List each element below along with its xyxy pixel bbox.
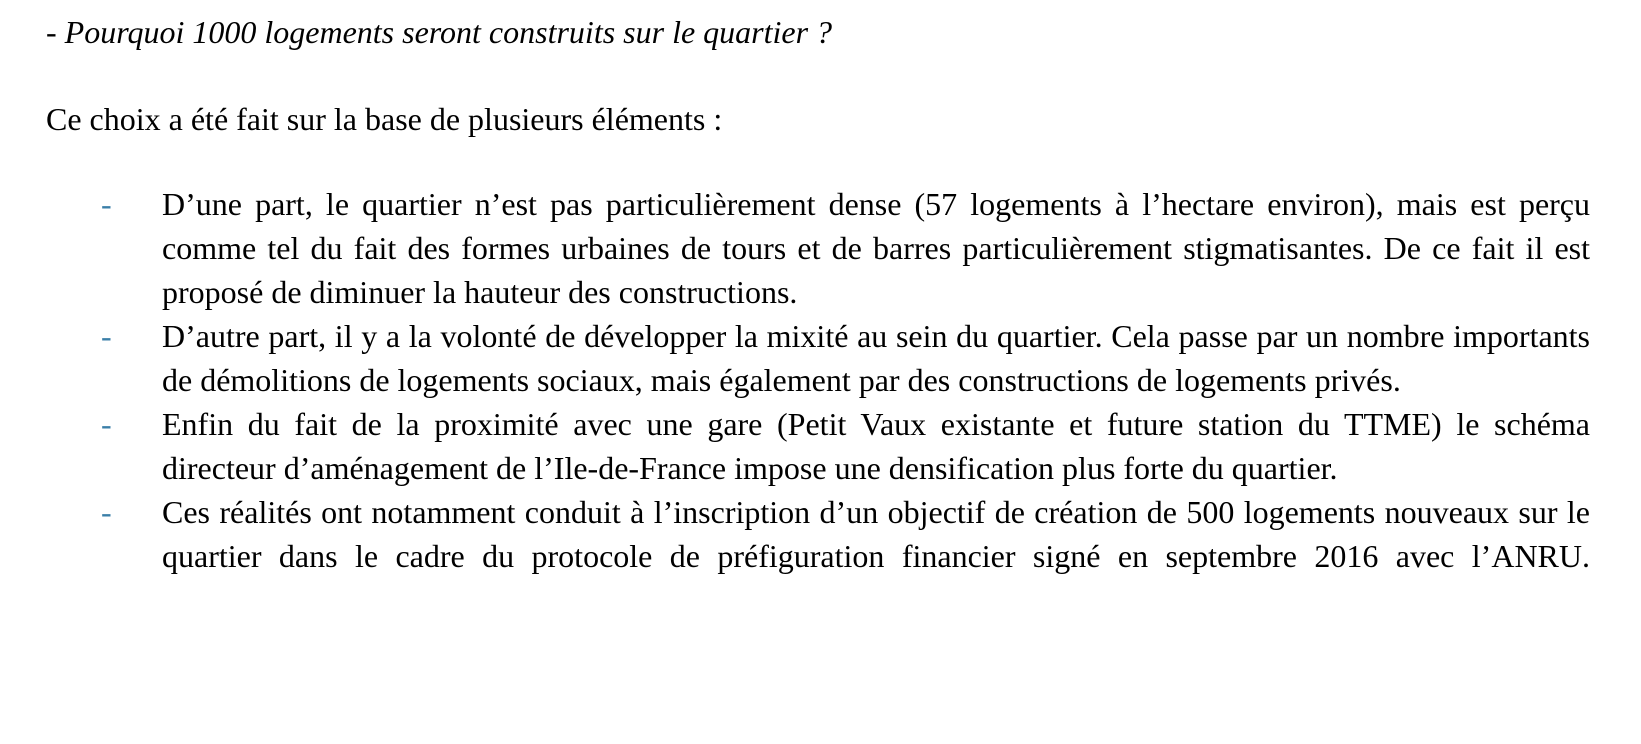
bullet-text-station: Enfin du fait de la proximité avec une gare (Petit Vaux existante et future station du TTME) le schéma directeur d’aménagement de l’Ile-de-France impose une densification plus forte du quartier. <box>162 406 1590 486</box>
list-item <box>0 182 1641 314</box>
section-question: - Pourquoi 1000 logements seront construits sur le quartier ? <box>46 14 833 50</box>
bullet-text-mixity: D’autre part, il y a la volonté de développer la mixité au sein du quartier. Cela passe par un nombre importants de démolitions de logements sociaux, mais également par des constructions de logements privés. <box>162 318 1590 398</box>
bullet-marker: - <box>101 318 112 354</box>
bullet-text-objective: Ces réalités ont notamment conduit à l’inscription d’un objectif de création de 500 logements nouveaux sur le quartier dans le cadre du protocole de préfiguration financier signé en septembre 2016 avec l’ANRU. <box>162 494 1590 574</box>
list-item <box>0 314 1641 402</box>
intro-paragraph: Ce choix a été fait sur la base de plusieurs éléments : <box>46 101 723 137</box>
bullet-marker: - <box>101 494 112 530</box>
bullet-marker: - <box>101 406 112 442</box>
bullet-marker: - <box>101 186 112 222</box>
list-item <box>0 402 1641 490</box>
bullet-list <box>0 182 1641 578</box>
list-item <box>0 490 1641 578</box>
bullet-text-density: D’une part, le quartier n’est pas particulièrement dense (57 logements à l’hectare environ), mais est perçu comme tel du fait des formes urbaines de tours et de barres particulièrement stigmatisantes. De ce fait il est proposé de diminuer la hauteur des constructions. <box>162 186 1590 310</box>
